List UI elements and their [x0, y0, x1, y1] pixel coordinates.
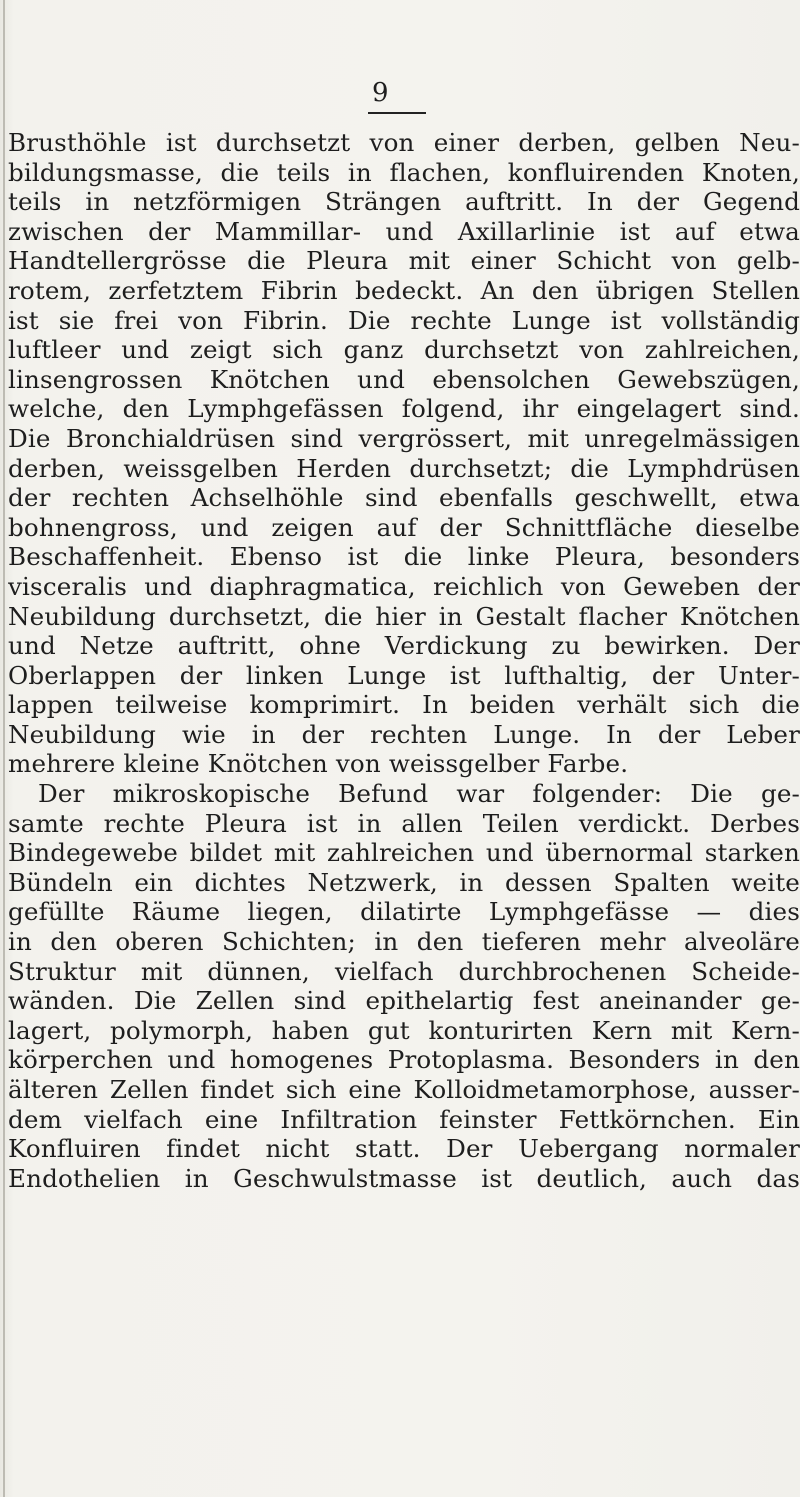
text-line: teils in netzförmigen Strängen auftritt. In der Gegend: [8, 187, 800, 217]
text-line: Neubildung wie in der rechten Lunge. In der Leber: [8, 719, 800, 749]
text-line: mehrere kleine Knötchen von weissgelber Farbe.: [8, 749, 629, 779]
text-line: rotem, zerfetztem Fibrin bedeckt. An den übrigen Stellen: [8, 275, 800, 305]
text-line: visceralis und diaphragmatica, reichlich von Geweben der: [8, 571, 800, 601]
text-line: Beschaffenheit. Ebenso ist die linke Pleura, besonders: [8, 542, 800, 572]
body-text: [8, 128, 800, 1193]
text-line: Der mikroskopische Befund war folgender: Die ge-: [38, 779, 800, 809]
text-line: luftleer und zeigt sich ganz durchsetzt von zahlreichen,: [8, 335, 800, 365]
text-line: Endothelien in Geschwulstmasse ist deutlich, auch das: [8, 1163, 800, 1193]
text-line: bildungsmasse, die teils in flachen, konfluirenden Knoten,: [8, 157, 800, 187]
text-line: wänden. Die Zellen sind epithelartig fest aneinander ge-: [8, 986, 800, 1016]
text-line: welche, den Lymphgefässen folgend, ihr eingelagert sind.: [8, 394, 800, 424]
text-line: bohnengross, und zeigen auf der Schnittfläche dieselbe: [8, 512, 800, 542]
header-rule: [368, 112, 426, 114]
text-line: Konfluiren findet nicht statt. Der Uebergang normaler: [8, 1134, 800, 1164]
text-line: Brusthöhle ist durchsetzt von einer derben, gelben Neu-: [8, 128, 800, 157]
text-line: zwischen der Mammillar- und Axillarlinie ist auf etwa: [8, 216, 800, 246]
text-line: samte rechte Pleura ist in allen Teilen verdickt. Derbes: [8, 808, 800, 838]
text-line: Neubildung durchsetzt, die hier in Gestalt flacher Knötchen: [8, 601, 800, 631]
text-line: der rechten Achselhöhle sind ebenfalls geschwellt, etwa: [8, 483, 800, 513]
text-line: in den oberen Schichten; in den tieferen mehr alveoläre: [8, 927, 800, 957]
text-line: derben, weissgelben Herden durchsetzt; die Lymphdrüsen: [8, 453, 800, 483]
text-line: älteren Zellen findet sich eine Kolloidmetamorphose, ausser-: [8, 1075, 800, 1104]
text-line: Die Bronchialdrüsen sind vergrössert, mit unregelmässigen: [8, 423, 800, 453]
page-number: 9: [372, 78, 390, 108]
text-line: lappen teilweise komprimirt. In beiden verhält sich die: [8, 690, 800, 720]
text-line: Bindegewebe bildet mit zahlreichen und übernormal starken: [8, 838, 800, 868]
text-line: körperchen und homogenes Protoplasma. Besonders in den: [8, 1045, 800, 1075]
text-line: Oberlappen der linken Lunge ist lufthaltig, der Unter-: [8, 660, 800, 690]
text-line: Struktur mit dünnen, vielfach durchbrochenen Scheide-: [8, 956, 800, 986]
text-line: und Netze auftritt, ohne Verdickung zu bewirken. Der: [8, 631, 800, 661]
text-line: gefüllte Räume liegen, dilatirte Lymphgefässe — dies: [8, 897, 800, 927]
page-gutter-edge: [3, 0, 5, 1497]
text-line: Handtellergrösse die Pleura mit einer Schicht von gelb-: [8, 246, 800, 276]
text-line: linsengrossen Knötchen und ebensolchen Gewebszügen,: [8, 364, 800, 394]
text-line: ist sie frei von Fibrin. Die rechte Lunge ist vollständig: [8, 305, 800, 335]
text-line: Bündeln ein dichtes Netzwerk, in dessen Spalten weite: [8, 867, 800, 897]
text-line: dem vielfach eine Infiltration feinster Fettkörnchen. Ein: [8, 1104, 800, 1134]
text-line: lagert, polymorph, haben gut konturirten Kern mit Kern-: [8, 1015, 800, 1045]
